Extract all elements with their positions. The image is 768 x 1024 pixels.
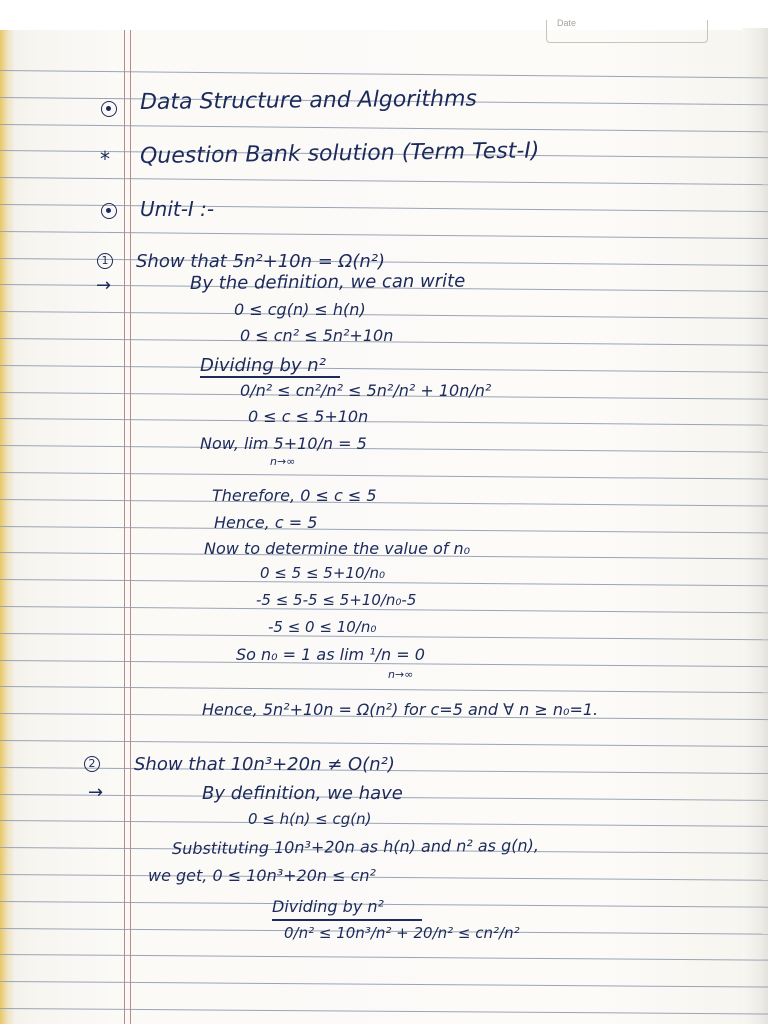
ruled-line	[0, 633, 768, 640]
right-page-edge	[742, 28, 768, 1024]
q1-limit-sub-1: n→∞	[270, 455, 296, 468]
question-bank-title: Question Bank solution (Term Test-I)	[139, 138, 540, 169]
margin-line-2	[130, 30, 131, 1024]
bullet-circle-icon	[101, 101, 117, 117]
q1-line-1: By the definition, we can write	[189, 270, 466, 294]
ruled-line	[0, 499, 768, 507]
q1-statement: Show that 5n²+10n = Ω(n²)	[136, 251, 385, 272]
ruled-line	[0, 526, 768, 533]
ruled-line	[0, 981, 768, 988]
q2-line-2: 0 ≤ h(n) ≤ cg(n)	[248, 810, 372, 828]
q1-line-14: -5 ≤ 0 ≤ 10/n₀	[268, 618, 377, 636]
ruled-line	[0, 231, 768, 239]
q2-line-3: Substituting 10n³+20n as h(n) and n² as g(n),	[171, 835, 540, 858]
q2-statement: Show that 10n³+20n ≠ O(n²)	[134, 754, 395, 775]
q1-line-13: -5 ≤ 5-5 ≤ 5+10/n₀-5	[256, 591, 417, 609]
unit-title: Unit-I :-	[140, 197, 215, 221]
margin-line-1	[124, 30, 125, 1024]
q1-line-2: 0 ≤ cg(n) ≤ h(n)	[234, 300, 366, 319]
ruled-line	[0, 686, 768, 693]
ruled-line	[0, 472, 768, 480]
q1-line-11: Now to determine the value of n₀	[204, 539, 471, 558]
date-box	[546, 20, 708, 43]
q1-line-3: 0 ≤ cn² ≤ 5n²+10n	[240, 326, 394, 345]
ruled-line	[0, 820, 768, 827]
arrow-icon: →	[96, 275, 112, 296]
q1-line-9: Therefore, 0 ≤ c ≤ 5	[212, 486, 377, 505]
q1-line-15: So n₀ = 1 as lim ¹/n = 0	[236, 645, 425, 664]
ruled-line	[0, 70, 768, 78]
subject-title: Data Structure and Algorithms	[139, 86, 478, 115]
q2-line-5: Dividing by n²	[272, 897, 384, 916]
dividing-underline	[272, 919, 422, 921]
q1-line-10: Hence, c = 5	[214, 513, 318, 532]
q2-line-4: we get, 0 ≤ 10n³+20n ≤ cn²	[148, 866, 376, 885]
bullet-circle-icon	[101, 203, 117, 219]
q2-line-6: 0/n² ≤ 10n³/n² + 20/n² ≤ cn²/n²	[284, 924, 520, 942]
question-number-1: 1	[97, 253, 113, 269]
question-number-2: 2	[84, 756, 100, 772]
star-bullet-icon: *	[100, 147, 110, 171]
q1-limit-sub-2: n→∞	[388, 668, 414, 681]
ruled-line	[0, 445, 768, 453]
ruled-line	[0, 740, 768, 747]
q1-line-6: 0 ≤ c ≤ 5+10n	[248, 407, 369, 426]
ruled-line	[0, 954, 768, 961]
dividing-underline	[200, 376, 340, 378]
q1-line-7: Now, lim 5+10/n = 5	[200, 434, 367, 453]
ruled-line	[0, 874, 768, 881]
ruled-line	[0, 1008, 768, 1014]
q2-line-1: By definition, we have	[202, 783, 403, 804]
q1-conclusion: Hence, 5n²+10n = Ω(n²) for c=5 and ∀ n ≥ n₀=1.	[202, 700, 599, 719]
ruled-line	[0, 124, 768, 132]
date-box-label: Date	[557, 18, 577, 28]
ruled-line	[0, 365, 768, 373]
ruled-line	[0, 177, 768, 185]
ruled-line	[0, 418, 768, 426]
ruled-line	[0, 311, 768, 319]
q1-line-12: 0 ≤ 5 ≤ 5+10/n₀	[260, 564, 386, 582]
arrow-icon: →	[88, 782, 104, 803]
q1-line-5: 0/n² ≤ cn²/n² ≤ 5n²/n² + 10n/n²	[240, 381, 492, 400]
q1-line-4: Dividing by n²	[200, 355, 326, 376]
